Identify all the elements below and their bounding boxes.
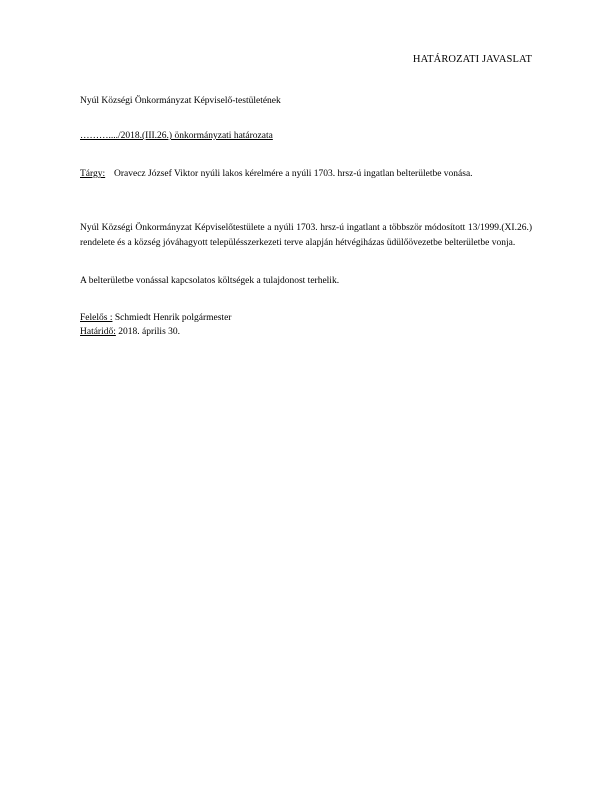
responsible-value: Schmiedt Henrik polgármester [114,313,232,323]
addressee: Nyúl Községi Önkormányzat Képviselő-testületének [80,96,281,106]
subject-text: Oravecz József Viktor nyúli lakos kérelmére a nyúli 1703. hrsz-ú ingatlan belterületbe vonása. [114,169,473,179]
responsible-line [80,313,231,323]
deadline-label: Határidő: [80,327,116,337]
body-paragraph-2: A belterületbe vonással kapcsolatos költségek a tulajdonost terhelik. [80,276,340,286]
resolution-number: ………..../2018.(III.26.) önkormányzati határozata [80,131,273,141]
document-heading: HATÁROZATI JAVASLAT [412,54,532,65]
deadline-line [80,327,180,337]
subject-block [80,167,532,182]
deadline-value: 2018. április 30. [118,327,181,337]
body-paragraph-1: Nyúl Községi Önkormányzat Képviselőtestülete a nyúli 1703. hrsz-ú ingatlant a többször módosított 13/1999.(XI.26.) rendelete és a község jóváhagyott településszerkezeti terve alapján hétvégiházas üdülőövezetbe belterületbe vonja. [80,223,532,248]
subject-label: Tárgy: [80,169,106,179]
responsible-label: Felelős : [80,313,113,323]
